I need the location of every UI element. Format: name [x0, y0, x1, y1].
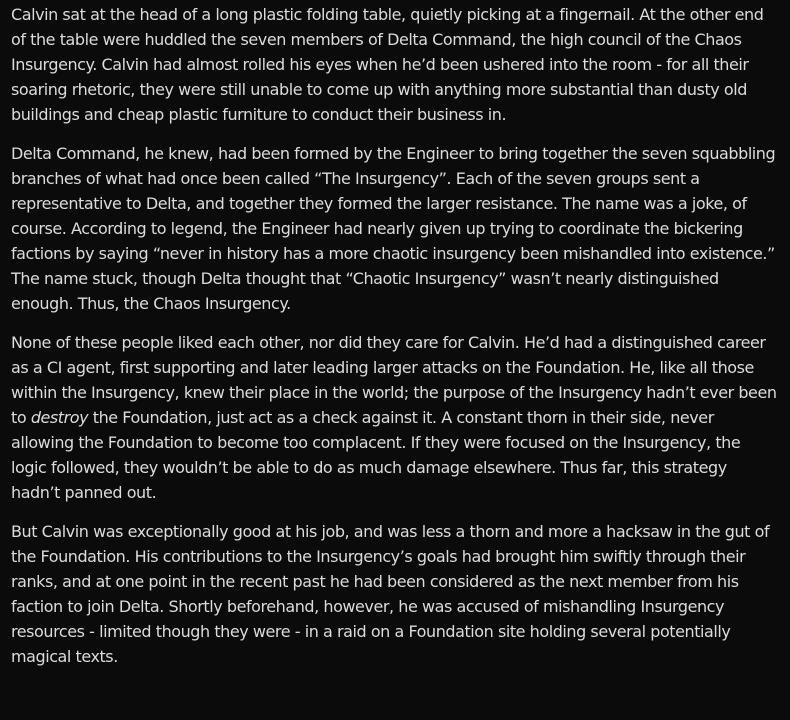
emphasized-word: destroy: [30, 408, 89, 427]
paragraph-text: Calvin sat at the head of a long plastic folding table, quietly picking at a fingernail. At the other end of the table were huddled the seven members of Delta Command, the high council of the Chaos Insurgency. Calvin had almost rolled his eyes when he’d been ushered into the room - for all their soaring rhetoric, they were still unable to come up with anything more substantial than dusty old buildings and cheap plastic furniture to conduct their business in.: [11, 5, 764, 124]
paragraph-text: But Calvin was exceptionally good at his job, and was less a thorn and more a hacksaw in the gut of the Foundation. His contributions to the Insurgency’s goals had brought him swiftly through their ranks, and at one point in the recent past he had been considered as the next member from his faction to join Delta. Shortly beforehand, however, he was accused of mishandling Insurgency resources - limited though they were - in a raid on a Foundation site holding several potentially magical texts.: [11, 522, 770, 666]
story-paragraph-4: [11, 519, 780, 669]
story-paragraph-1: [11, 2, 780, 127]
paragraph-text: the Foundation, just act as a check against it. A constant thorn in their side, never allowing the Foundation to become too complacent. If they were focused on the Insurgency, the logic followed, they wouldn’t be able to do as much damage elsewhere. Thus far, this strategy hadn’t panned out.: [11, 408, 741, 502]
paragraph-text: None of these people liked each other, nor did they care for Calvin. He’d had a distinguished career as a CI agent, first supporting and later leading larger attacks on the Foundation. He, like all those within the Insurgency, knew their place in the world; the purpose of the Insurgency hadn’t ever been to: [11, 333, 777, 427]
paragraph-text: Delta Command, he knew, had been formed by the Engineer to bring together the seven squabbling branches of what had once been called “The Insurgency”. Each of the seven groups sent a representative to Delta, and together they formed the larger resistance. The name was a joke, of course. According to legend, the Engineer had nearly given up trying to coordinate the bickering factions by saying “never in history has a more chaotic insurgency been mishandled into existence.” The name stuck, though Delta thought that “Chaotic Insurgency” wasn’t nearly distinguished enough. Thus, the Chaos Insurgency.: [11, 144, 776, 313]
story-paragraph-3: [11, 330, 780, 505]
story-paragraph-2: [11, 141, 780, 316]
